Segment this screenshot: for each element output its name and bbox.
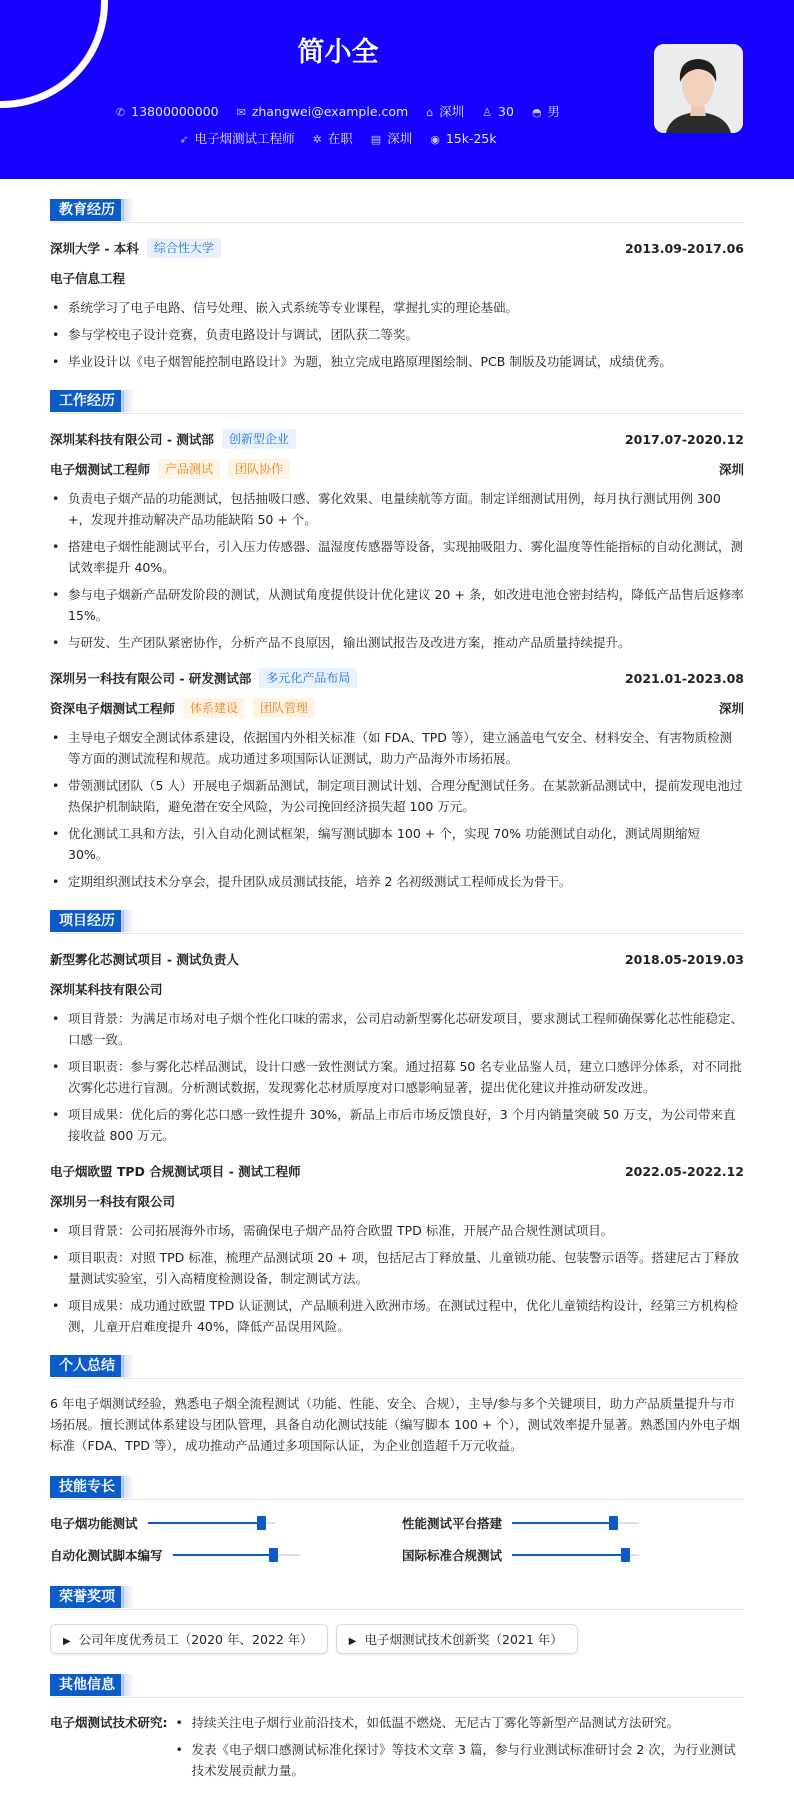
age-icon: ♙ [482, 106, 493, 119]
list-item: • 项目职责：对照 TPD 标准，梳理产品测试项 20 + 项，包括尼古丁释放量、儿童锁功能、包装警示语等。搭建尼古丁释放量测试实验室，引入高精度检测设备，制定测试方法。 [50, 1247, 744, 1289]
skill-item [402, 1546, 744, 1564]
contact-age: ♙ 30 [482, 104, 514, 119]
skill-level-fill [512, 1554, 626, 1556]
resume-body [50, 199, 744, 1795]
summary-text: 6 年电子烟测试经验，熟悉电子烟全流程测试（功能、性能、安全、合规），主导/参与多个关键项目，助力产品质量提升与市场拓展。擅长测试体系建设与团队管理，具备自动化测试技能（编写脚本 100 + 个），测试效率提升显著。熟悉国内外电子烟标准（FDA、TPD 等），成功推动产品通过多项国际认证，为企业创造超千万元收益。 [50, 1396, 741, 1453]
list-item: • 与研发、生产团队紧密协作，分析产品不良原因，输出测试报告及改进方案，推动产品质量持续提升。 [50, 632, 744, 653]
project-bullets [50, 1008, 744, 1146]
list-item: • 发表《电子烟口感测试标准化探讨》等技术文章 3 篇，参与行业测试标准研讨会 2 次，为行业测试技术发展贡献力量。 [174, 1739, 745, 1781]
skill-name: 自动化测试脚本编写 [50, 1548, 163, 1563]
skill-level-thumb [257, 1516, 266, 1530]
list-item: • 系统学习了电子电路、信号处理、嵌入式系统等专业课程，掌握扎实的理论基础。 [50, 297, 744, 318]
section-other-header: 其他信息 [50, 1674, 744, 1698]
section-honors-header: 荣誉奖项 [50, 1586, 744, 1610]
list-item: • 项目职责：参与雾化芯样品测试，设计口感一致性测试方案。通过招募 50 名专业品鉴人员，建立口感评分体系，对不同批次雾化芯进行盲测。分析测试数据，发现雾化芯材质厚度对口感影响显著，提出优化建议并推动研发改进。 [50, 1056, 744, 1098]
education-major: 电子信息工程 [50, 271, 126, 286]
job-role: 电子烟测试工程师 [50, 462, 151, 477]
skill-level-bar [512, 1554, 639, 1556]
project-entry [50, 948, 744, 1146]
title-decoration [121, 390, 135, 412]
education-date: 2013.09-2017.06 [624, 240, 744, 256]
skill-item [50, 1546, 402, 1564]
project-name: 电子烟欧盟 TPD 合规测试项目 - 测试工程师 [50, 1164, 301, 1179]
honor-item: ▶ 电子烟测试技术创新奖（2021 年） [336, 1624, 578, 1654]
list-item: • 项目成果：优化后的雾化芯口感一致性提升 30%，新品上市后市场反馈良好，3 个月内销量突破 50 万支，为公司带来直接收益 800 万元。 [50, 1104, 744, 1146]
company-row [50, 667, 744, 689]
role-tag: 产品测试 [158, 459, 220, 479]
project-entry [50, 1160, 744, 1337]
title-decoration [121, 199, 135, 221]
project-company: 深圳另一科技有限公司 [50, 1194, 176, 1209]
list-item: • 项目背景：为满足市场对电子烟个性化口味的需求，公司启动新型雾化芯研发项目，要求测试工程师确保雾化芯性能稳定、口感一致。 [50, 1008, 744, 1050]
project-date: 2022.05-2022.12 [624, 1163, 744, 1179]
skill-level-bar [173, 1554, 300, 1556]
mail-icon: ✉ [236, 106, 246, 119]
status-icon: ✲ [312, 133, 322, 146]
work-entry [50, 667, 744, 892]
project-row [50, 948, 744, 970]
job-date: 2021.01-2023.08 [624, 670, 744, 686]
list-item: • 优化测试工具和方法，引入自动化测试框架，编写测试脚本 100 + 个，实现 70% 功能测试自动化，测试周期缩短 30%。 [50, 823, 744, 865]
project-name: 新型雾化芯测试项目 - 测试负责人 [50, 952, 239, 967]
other-label: 电子烟测试技术研究: [50, 1715, 168, 1730]
intent-status: ✲ 在职 [312, 131, 353, 146]
company-name: 深圳另一科技有限公司 - 研发测试部 [50, 671, 252, 686]
skill-name: 性能测试平台搭建 [402, 1516, 503, 1531]
school-name: 深圳大学 - 本科 [50, 241, 139, 256]
other-bullets [174, 1712, 745, 1787]
list-item: • 搭建电子烟性能测试平台，引入压力传感器、温湿度传感器等设备，实现抽吸阻力、雾化温度等性能指标的自动化测试，测试效率提升 40%。 [50, 536, 744, 578]
project-row [50, 1160, 744, 1182]
job-role: 资深电子烟测试工程师 [50, 701, 176, 716]
skill-level-thumb [269, 1548, 278, 1562]
candidate-name: 简小全 [297, 37, 379, 68]
section-work-header: 工作经历 [50, 390, 744, 414]
project-date: 2018.05-2019.03 [624, 951, 744, 967]
list-item: • 参与电子烟新产品研发阶段的测试，从测试角度提供设计优化建议 20 + 条，如改进电池仓密封结构，降低产品售后返修率 15%。 [50, 584, 744, 626]
phone-icon: ✆ [115, 106, 126, 119]
title-decoration [121, 910, 135, 932]
job-date: 2017.07-2020.12 [624, 431, 744, 447]
project-bullets [50, 1220, 744, 1337]
list-item: • 参与学校电子设计竞赛，负责电路设计与调试，团队获二等奖。 [50, 324, 744, 345]
role-tag: 团队协作 [228, 459, 290, 479]
job-city: 深圳 [718, 462, 744, 477]
list-item: • 毕业设计以《电子烟智能控制电路设计》为题，独立完成电路原理图绘制、PCB 制版及功能调试，成绩优秀。 [50, 351, 744, 372]
building-icon: ▤ [370, 133, 382, 146]
intent-row [0, 129, 676, 147]
intent-salary: ◉ 15k-25k [430, 131, 497, 146]
skill-level-thumb [609, 1516, 618, 1530]
caret-right-icon: ▶ [348, 1636, 357, 1647]
home-icon: ⌂ [426, 106, 434, 119]
skill-level-fill [173, 1554, 275, 1556]
role-tag: 体系建设 [183, 698, 245, 718]
list-item: • 带领测试团队（5 人）开展电子烟新品测试，制定项目测试计划、合理分配测试任务。在某款新品测试中，提前发现电池过热保护机制缺陷，避免潜在安全风险，为公司挽回经济损失超 100 万元。 [50, 775, 744, 817]
skill-item [50, 1514, 402, 1532]
intent-position: ➶ 电子烟测试工程师 [179, 131, 295, 146]
resume-header [0, 0, 794, 179]
role-row [50, 458, 744, 480]
skill-level-bar [148, 1522, 275, 1524]
send-icon: ➶ [179, 133, 189, 146]
education-school-row [50, 237, 744, 259]
title-decoration [121, 1476, 135, 1498]
contact-row [0, 102, 676, 120]
company-name: 深圳某科技有限公司 - 测试部 [50, 432, 214, 447]
salary-icon: ◉ [430, 133, 440, 146]
education-bullets [50, 297, 744, 372]
skills-grid [50, 1514, 744, 1564]
job-bullets [50, 727, 744, 892]
skill-level-bar [512, 1522, 639, 1524]
school-tag: 综合性大学 [147, 238, 221, 258]
title-decoration [121, 1674, 135, 1696]
other-info [50, 1712, 744, 1795]
avatar-photo [654, 44, 743, 133]
skill-name: 国际标准合规测试 [402, 1548, 503, 1563]
company-tag: 多元化产品布局 [259, 668, 357, 688]
list-item: • 项目背景：公司拓展海外市场，需确保电子烟产品符合欧盟 TPD 标准，开展产品合规性测试项目。 [50, 1220, 744, 1241]
company-row [50, 428, 744, 450]
role-row [50, 697, 744, 719]
skill-level-fill [512, 1522, 614, 1524]
skill-level-thumb [621, 1548, 630, 1562]
contact-email[interactable]: ✉ zhangwei@example.com [236, 104, 409, 119]
list-item: • 定期组织测试技术分享会，提升团队成员测试技能，培养 2 名初级测试工程师成长为骨干。 [50, 871, 744, 892]
list-item: • 主导电子烟安全测试体系建设，依据国内外相关标准（如 FDA、TPD 等），建立涵盖电气安全、材料安全、有害物质检测等方面的测试流程和规范。成功通过多项国际认证测试，助力产品海外市场拓展。 [50, 727, 744, 769]
section-skills-header: 技能专长 [50, 1476, 744, 1500]
job-city: 深圳 [718, 701, 744, 716]
work-entry [50, 428, 744, 653]
role-tag: 团队管理 [253, 698, 315, 718]
contact-location: ⌂ 深圳 [426, 104, 465, 119]
title-decoration [121, 1586, 135, 1608]
list-item: • 持续关注电子烟行业前沿技术，如低温不燃烧、无尼古丁雾化等新型产品测试方法研究。 [174, 1712, 745, 1733]
caret-right-icon: ▶ [63, 1636, 71, 1647]
title-decoration [121, 1355, 135, 1377]
honor-item: ▶ 公司年度优秀员工（2020 年、2022 年） [50, 1624, 328, 1654]
job-bullets [50, 488, 744, 653]
section-projects-header: 项目经历 [50, 910, 744, 934]
honors-list [50, 1624, 744, 1654]
list-item: • 项目成果：成功通过欧盟 TPD 认证测试，产品顺利进入欧洲市场。在测试过程中，优化儿童锁结构设计，经第三方机构检测，儿童开启难度提升 40%，降低产品误用风险。 [50, 1295, 744, 1337]
skill-level-fill [148, 1522, 262, 1524]
section-education-header: 教育经历 [50, 199, 744, 223]
contact-gender: ◓ 男 [531, 104, 561, 119]
skill-name: 电子烟功能测试 [50, 1516, 138, 1531]
skill-item [402, 1514, 744, 1532]
list-item: • 负责电子烟产品的功能测试，包括抽吸口感、雾化效果、电量续航等方面。制定详细测试用例，每月执行测试用例 300 +，发现并推动解决产品功能缺陷 50 + 个。 [50, 488, 744, 530]
project-company: 深圳某科技有限公司 [50, 982, 163, 997]
contact-phone: ✆ 13800000000 [115, 104, 219, 119]
section-summary-header: 个人总结 [50, 1355, 744, 1379]
intent-city: ▤ 深圳 [370, 131, 413, 146]
company-tag: 创新型企业 [222, 429, 296, 449]
gender-icon: ◓ [531, 106, 542, 119]
